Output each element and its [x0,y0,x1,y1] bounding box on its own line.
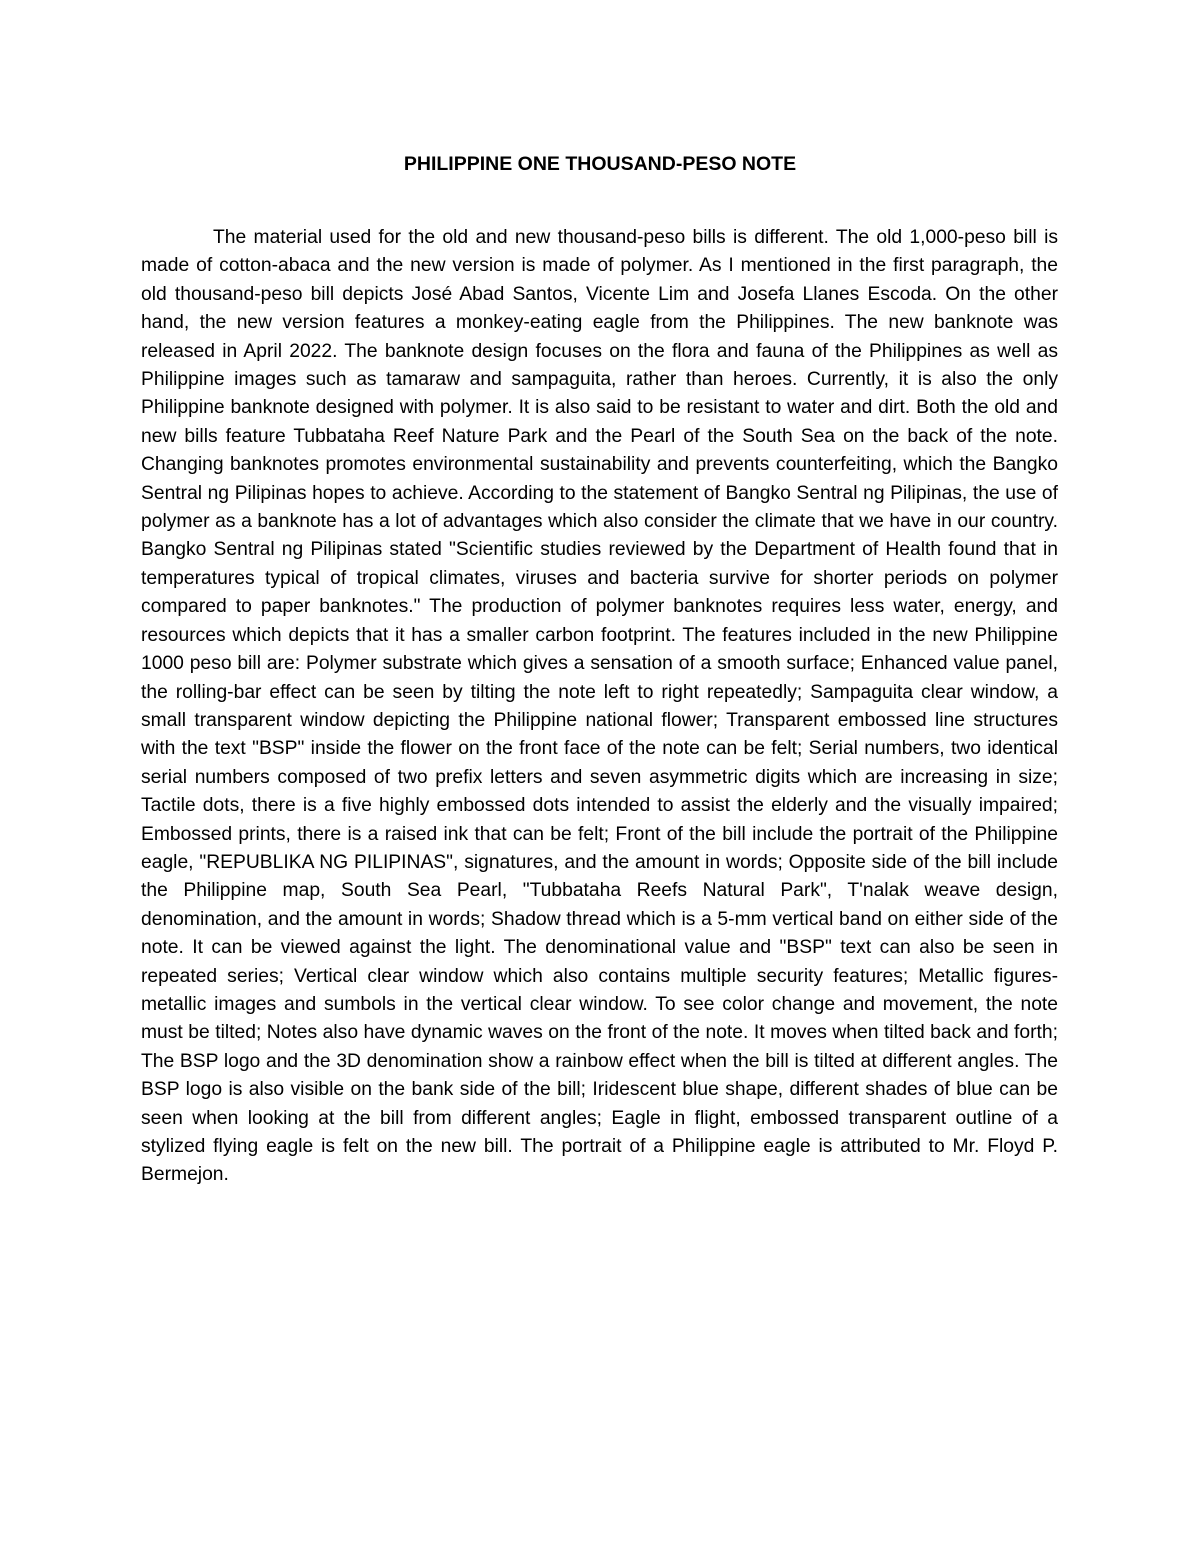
body-paragraph: The material used for the old and new thousand-peso bills is different. The old 1,000-peso bill is made of cotton-abaca and the new version is made of polymer. As I mentioned in the first paragraph, the old thousand-peso bill depicts José Abad Santos, Vicente Lim and Josefa Llanes Escoda. On the other hand, the new version features a monkey-eating eagle from the Philippines. The new banknote was released in April 2022. The banknote design focuses on the flora and fauna of the Philippines as well as Philippine images such as tamaraw and sampaguita, rather than heroes. Currently, it is also the only Philippine banknote designed with polymer. It is also said to be resistant to water and dirt. Both the old and new bills feature Tubbataha Reef Nature Park and the Pearl of the South Sea on the back of the note. Changing banknotes promotes environmental sustainability and prevents counterfeiting, which the Bangko Sentral ng Pilipinas hopes to achieve. According to the statement of Bangko Sentral ng Pilipinas, the use of polymer as a banknote has a lot of advantages which also consider the climate that we have in our country. Bangko Sentral ng Pilipinas stated "Scientific studies reviewed by the Department of Health found that in temperatures typical of tropical climates, viruses and bacteria survive for shorter periods on polymer compared to paper banknotes." The production of polymer banknotes requires less water, energy, and resources which depicts that it has a smaller carbon footprint. The features included in the new Philippine 1000 peso bill are: Polymer substrate which gives a sensation of a smooth surface; Enhanced value panel, the rolling-bar effect can be seen by tilting the note left to right repeatedly; Sampaguita clear window, a small transparent window depicting the Philippine national flower; Transparent embossed line structures with the text "BSP" inside the flower on the front face of the note can be felt; Serial numbers, two identical serial numbers composed of two prefix letters and seven asymmetric digits which are increasing in size; Tactile dots, there is a five highly embossed dots intended to assist the elderly and the visually impaired; Embossed prints, there is a raised ink that can be felt; Front of the bill include the portrait of the Philippine eagle, "REPUBLIKA NG PILIPINAS", signatures, and the amount in words; Opposite side of the bill include the Philippine map, South Sea Pearl, "Tubbataha Reefs Natural Park", T'nalak weave design, denomination, and the amount in words; Shadow thread which is a 5-mm vertical band on either side of the note. It can be viewed against the light. The denominational value and "BSP" text can also be seen in repeated series; Vertical clear window which also contains multiple security features; Metallic figures- metallic images and sumbols in the vertical clear window. To see color change and movement, the note must be tilted; Notes also have dynamic waves on the front of the note. It moves when tilted back and forth; The BSP logo and the 3D denomination show a rainbow effect when the bill is tilted at different angles. The BSP logo is also visible on the bank side of the bill; Iridescent blue shape, different shades of blue can be seen when looking at the bill from different angles; Eagle in flight, embossed transparent outline of a stylized flying eagle is felt on the new bill. The portrait of a Philippine eagle is attributed to Mr. Floyd P. Bermejon. [141,227,1058,1186]
document-title: PHILIPPINE ONE THOUSAND-PESO NOTE [403,153,797,175]
